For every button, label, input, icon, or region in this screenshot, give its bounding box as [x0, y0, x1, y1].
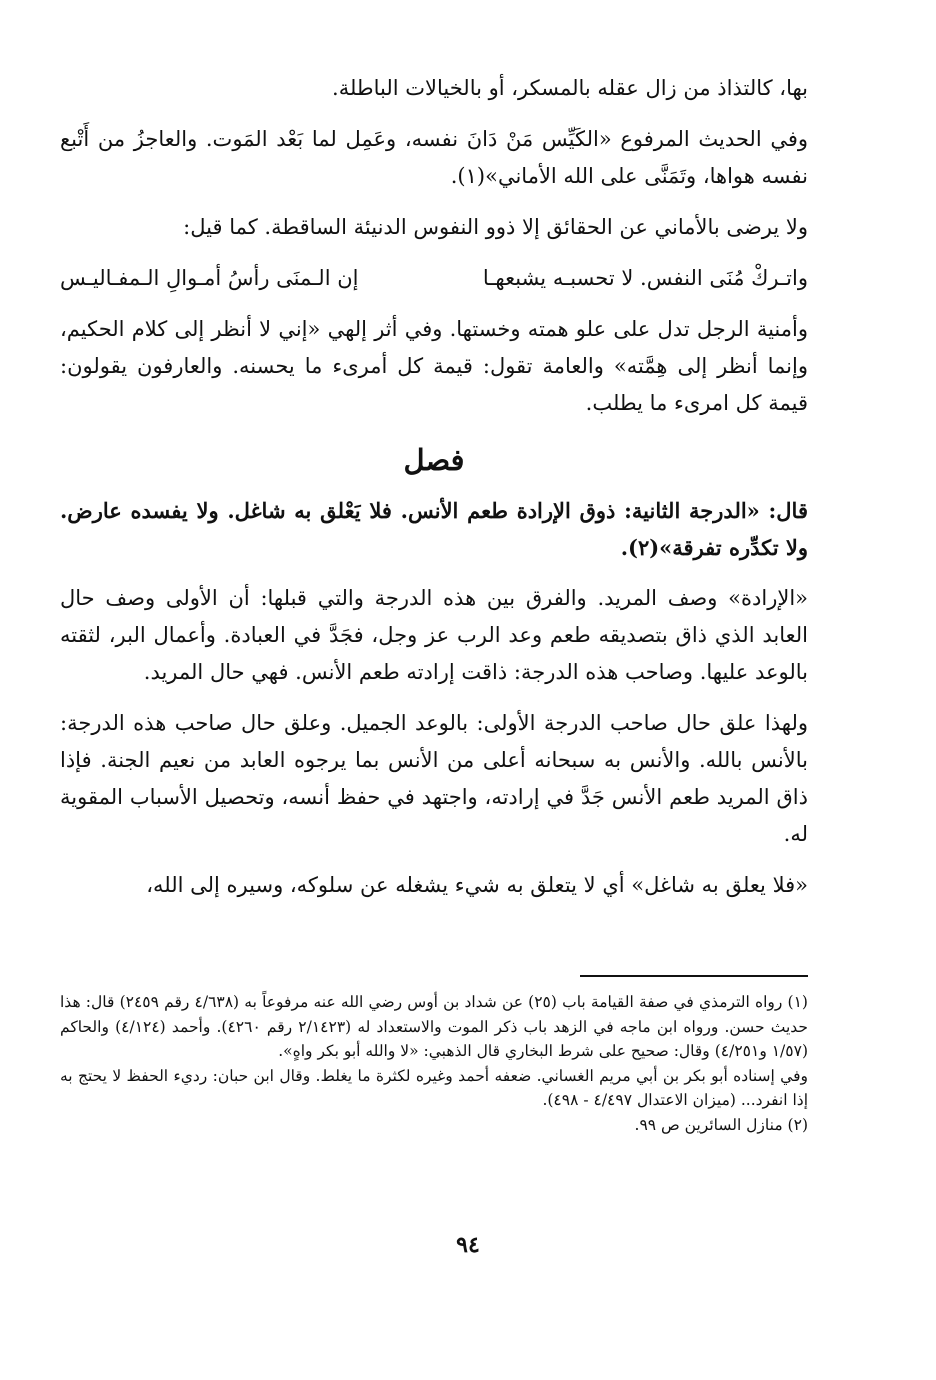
paragraph-4: وأمنية الرجل تدل على علو همته وخستها. وفي أثر إلهي «إني لا أنظر إلى كلام الحكيم، وإنما أنظر إلى هِمَّته» والعامة تقول: قيمة كل أمرىء ما يحسنه. والعارفون يقولون: قيمة كل امرىء ما يطلب.: [60, 317, 808, 415]
page-number: ٩٤: [456, 1232, 480, 1258]
verse-second-hemistich: إن الـمنَى رأسُ أمـوالِ الـمفـاليـس: [60, 266, 359, 290]
verse-first-hemistich: واتـركْ مُنَى النفس. لا تحسبـه يشبعهـا: [482, 266, 808, 290]
paragraph-6: «الإرادة» وصف المريد. والفرق بين هذه الدرجة والتي قبلها: أن الأولى وصف حال العابد الذي ذاق بتصديقه طعم وعد الرب عز وجل، فجَدَّ في العبادة. وأعمال البر، لثقته بالوعد عليها. وصاحب هذه الدرجة: ذاقت إرادته طعم الأنس. فهي حال المريد.: [60, 586, 808, 684]
paragraph-8: «فلا يعلق به شاغل» أي لا يتعلق به شيء يشغله عن سلوكه، وسيره إلى الله،: [146, 873, 808, 897]
main-text: [60, 70, 808, 918]
paragraph-2: وفي الحديث المرفوع «الكَيِّس مَنْ دَانَ نفسه، وعَمِل لما بَعْد المَوت. والعاجزُ من أَتْبع نفسه هواها، وتَمَنَّى على الله الأماني»(١).: [60, 127, 808, 188]
footnotes: [60, 990, 808, 1137]
footnote-divider: [580, 975, 808, 977]
footnote-2: (٢) منازل السائرين ص ٩٩.: [634, 1115, 808, 1134]
poetry-verse: [60, 260, 808, 297]
paragraph-7: ولهذا علق حال صاحب الدرجة الأولى: بالوعد الجميل. وعلق حال صاحب هذه الدرجة: بالأنس بالله. والأنس به سبحانه أعلى من الأنس بما يرجوه العابد من نعيم الجنة. فإذا ذاق المريد طعم الأنس جَدَّ في إرادته، واجتهد في حفظ أنسه، وتحصيل الأسباب المقوية له.: [60, 711, 808, 846]
paragraph-3: ولا يرضى بالأماني عن الحقائق إلا ذوو النفوس الدنيئة الساقطة. كما قيل:: [183, 215, 808, 239]
paragraph-5: قال: «الدرجة الثانية: ذوق الإرادة طعم الأنس. فلا يَعْلق به شاغل. ولا يفسده عارض. ولا تكدِّره تفرقة»(٢).: [60, 498, 808, 560]
paragraph-1: بها، كالتذاذ من زال عقله بالمسكر، أو بالخيالات الباطلة.: [332, 76, 808, 100]
footnote-1-continued: وفي إسناده أبو بكر بن أبي مريم الغساني. ضعفه أحمد وغيره لكثرة ما يغلط. وقال ابن حبان: رديء الحفظ لا يحتج به إذا انفرد... (ميزان الاعتدال ٤/٤٩٧ - ٤٩٨).: [60, 1066, 808, 1109]
footnote-1: (١) رواه الترمذي في صفة القيامة باب (٢٥) عن شداد بن أوس رضي الله عنه مرفوعاً به (٤/٦٣٨ رقم ٢٤٥٩) قال: هذا حديث حسن. ورواه ابن ماجه في الزهد باب ذكر الموت والاستعداد له (٢/١٤٢٣ رقم ٤٢٦٠). وأحمد (٤/١٢٤) والحاكم (١/٥٧ و٤/٢٥١) وقال: صحيح على شرط البخاري قال الذهبي: «لا والله أبو بكر واهٍ».: [60, 993, 808, 1060]
section-heading: فصل: [403, 443, 465, 477]
